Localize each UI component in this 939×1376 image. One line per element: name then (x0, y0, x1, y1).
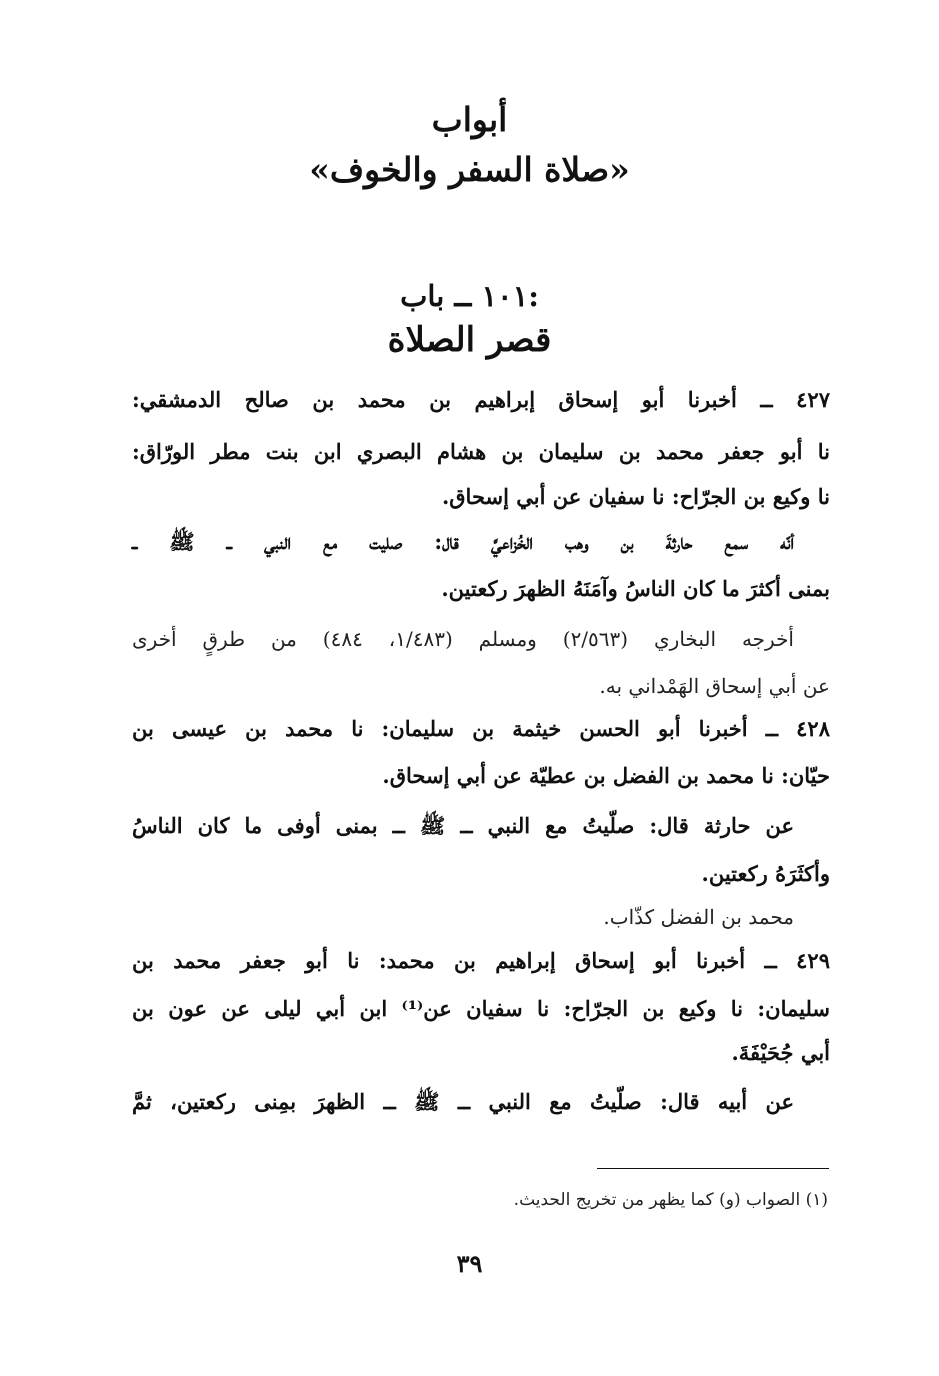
text-line: بمنى أكثرَ ما كان الناسُ وآمَنَهُ الظهرَ ركعتين. (441, 576, 830, 601)
chapter-title: قصر الصلاة (387, 320, 552, 360)
section-subheading: «صلاة السفر والخوف» (309, 150, 630, 189)
note-line: أخرجه البخاري (٢/٥٦٣) ومسلم (١/٤٨٣، ٤٨٤) من طرقٍ أخرى (132, 627, 794, 651)
text-line: نا أبو جعفر محمد بن سليمان بن هشام البصري ابن بنت مطر الورّاق: (132, 439, 830, 464)
text-line: عن أبيه قال: صلّيتُ مع النبي ــ ﷺ ــ الظهرَ بمِنى ركعتين، ثمَّ (132, 1089, 794, 1114)
chapter-number: ١٠١ ــ باب: (400, 279, 539, 313)
text-line: سليمان: نا وكيع بن الجرّاح: نا سفيان عن⁽¹⁾ ابن أبي ليلى عن عون بن (132, 996, 830, 1021)
note-line: عن أبي إسحاق الهَمْداني به. (599, 674, 830, 698)
text-line: وأكثَرَهُ ركعتين. (701, 861, 830, 886)
text-line: ٤٢٨ ــ أخبرنا أبو الحسن خيثمة بن سليمان: نا محمد بن عيسى بن (132, 716, 830, 741)
page-number: ٣٩ (456, 1249, 483, 1278)
text-line: أنّه سمع حارثةَ بن وهب الخُزاعيَّ قال: صليت مع النبي ــ ﷺ ــ (132, 529, 794, 554)
text-line: نا وكيع بن الجرّاح: نا سفيان عن أبي إسحاق. (441, 484, 830, 509)
footnote: (١) الصواب (و) كما يظهر من تخريج الحديث. (513, 1190, 828, 1210)
footnote-divider (597, 1168, 829, 1169)
note-line: محمد بن الفضل كذّاب. (603, 905, 794, 929)
text-line: عن حارثة قال: صلّيتُ مع النبي ــ ﷺ ــ بمنى أوفى ما كان الناسُ (132, 813, 794, 838)
section-heading: أبواب (431, 100, 508, 139)
text-line: ٤٢٩ ــ أخبرنا أبو إسحاق إبراهيم بن محمد: نا أبو جعفر محمد بن (132, 948, 830, 973)
text-line: حيّان: نا محمد بن الفضل بن عطيّة عن أبي إسحاق. (382, 763, 830, 788)
text-line: أبي جُحَيْفَةَ. (731, 1040, 830, 1065)
text-line: ٤٢٧ ــ أخبرنا أبو إسحاق إبراهيم بن محمد بن صالح الدمشقي: (132, 387, 830, 412)
